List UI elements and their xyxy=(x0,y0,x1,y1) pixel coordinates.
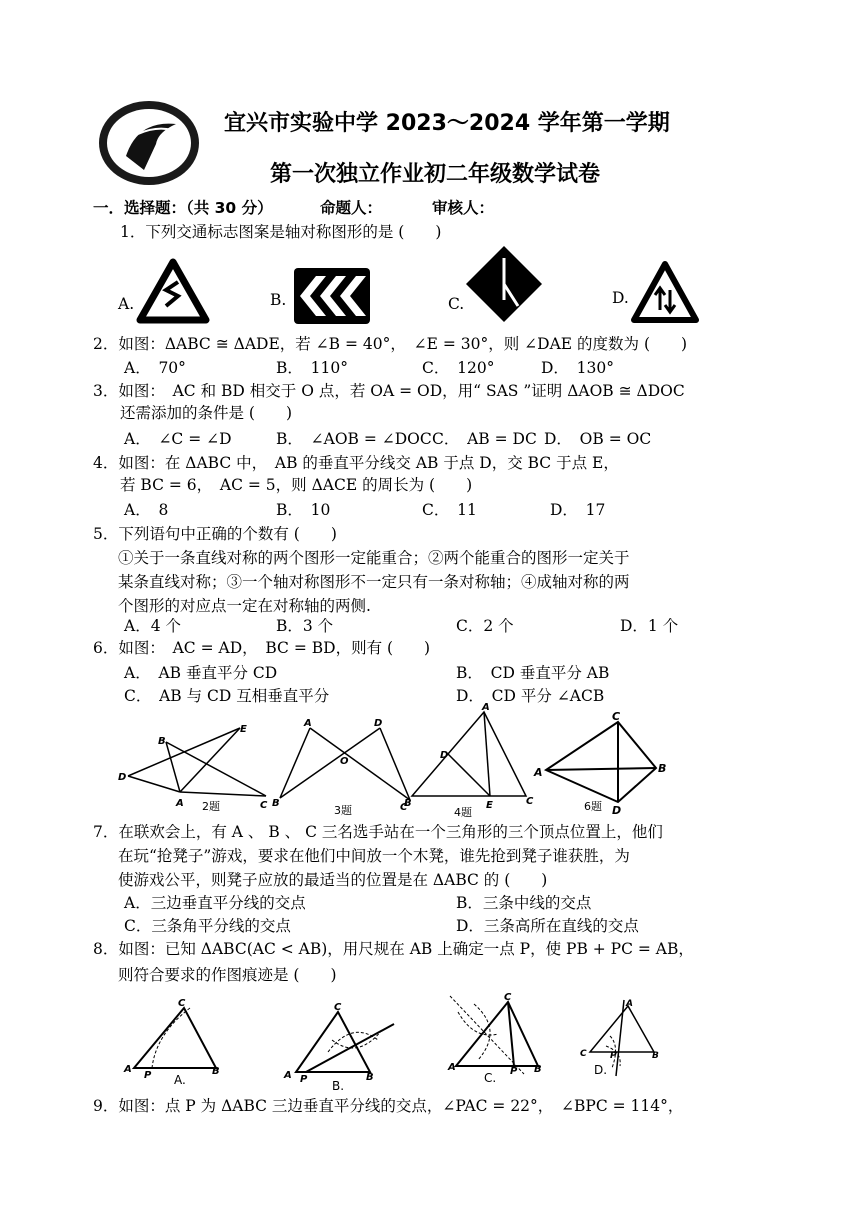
sign-b-icon xyxy=(292,266,372,326)
q5-option-b: B．3 个 xyxy=(276,617,334,635)
q8-line1: 8．如图：已知 ΔABC(AC < AB)，用尺规在 AB 上确定一点 P，使 PB + PC = AB， xyxy=(93,940,694,958)
q6-option-d: D． CD 平分 ∠ACB xyxy=(456,687,605,705)
svg-text:P: P xyxy=(610,1051,617,1061)
q7-line2: 在玩“抢凳子”游戏，要求在他们中间放一个木凳，谁先抢到凳子谁获胜，为 xyxy=(118,847,630,865)
svg-text:A: A xyxy=(482,702,490,713)
q5-line1: ①关于一条直线对称的两个图形一定能重合；②两个能重合的图形一定关于 xyxy=(118,549,630,567)
figure-q2 xyxy=(118,712,278,816)
q6-option-c: C． AB 与 CD 互相垂直平分 xyxy=(124,687,330,705)
svg-text:B: B xyxy=(212,1066,220,1077)
q3-stem-line1: 3．如图： AC 和 BD 相交于 O 点，若 OA = OD，用“ SAS ”证明 ΔAOB ≅ ΔDOC xyxy=(93,382,685,400)
q2-option-d: D． 130° xyxy=(541,359,615,377)
svg-text:A: A xyxy=(284,1070,292,1081)
svg-text:O: O xyxy=(340,756,349,767)
svg-text:C: C xyxy=(612,710,621,723)
sign-c-icon xyxy=(464,244,544,324)
svg-text:D: D xyxy=(374,718,383,729)
q1-label-c: C. xyxy=(448,295,465,313)
svg-text:D: D xyxy=(612,804,622,816)
svg-text:A: A xyxy=(534,766,543,779)
svg-text:B: B xyxy=(366,1072,374,1083)
svg-text:A: A xyxy=(176,798,184,809)
q5-stem: 5．下列语句中正确的个数有 ( ) xyxy=(93,525,337,543)
q3-option-d: D． OB = OC xyxy=(544,430,652,448)
figure-q8-a xyxy=(120,994,230,1090)
q3-stem-line2: 还需添加的条件是 ( ) xyxy=(120,404,293,422)
svg-text:B: B xyxy=(272,798,280,809)
sign-d-icon xyxy=(630,260,700,324)
q4-option-b: B． 10 xyxy=(276,501,331,519)
svg-text:C: C xyxy=(178,998,186,1009)
section1-heading: 一．选择题：（共 30 分） xyxy=(93,199,273,217)
q7-option-a: A．三边垂直平分线的交点 xyxy=(124,894,306,912)
svg-text:B: B xyxy=(158,736,166,747)
q3-option-b: B． ∠AOB = ∠DOC xyxy=(276,430,432,448)
q6-stem: 6．如图： AC = AD， BC = BD，则有 ( ) xyxy=(93,639,431,657)
q9-line1: 9．如图：点 P 为 ΔABC 三边垂直平分线的交点，∠PAC = 22°， ∠BPC = 114°， xyxy=(93,1097,684,1115)
svg-text:E: E xyxy=(240,724,247,735)
figure-q8-d-label: D. xyxy=(594,1063,608,1077)
figure-q4-caption: 4题 xyxy=(454,806,472,819)
svg-text:D: D xyxy=(440,750,449,761)
title-line2: 第一次独立作业初二年级数学试卷 xyxy=(270,162,601,187)
figure-q8-a-label: A. xyxy=(174,1073,186,1087)
figure-q6 xyxy=(532,706,682,816)
q4-stem-line1: 4．如图：在 ΔABC 中， AB 的垂直平分线交 AB 于点 D，交 BC 于点 E， xyxy=(93,454,619,472)
figure-q8-c-label: C. xyxy=(484,1071,497,1085)
q1-label-a: A. xyxy=(118,295,135,313)
q4-option-d: D． 17 xyxy=(550,501,606,519)
reviewer-label: 审核人： xyxy=(432,199,495,217)
q5-line2: 某条直线对称；③一个轴对称图形不一定只有一条对称轴；④成轴对称的两 xyxy=(118,573,630,591)
svg-text:A: A xyxy=(304,718,312,729)
q1-label-d: D. xyxy=(612,289,629,307)
figure-q8-b-label: B. xyxy=(332,1079,345,1093)
q2-option-c: C． 120° xyxy=(422,359,495,377)
q4-option-a: A． 8 xyxy=(124,501,169,519)
q5-option-a: A．4 个 xyxy=(124,617,181,635)
svg-text:C: C xyxy=(526,796,534,807)
q2-stem: 2．如图：ΔABC ≅ ΔADE，若 ∠B = 40°， ∠E = 30°，则 ∠DAE 的度数为 ( ) xyxy=(93,335,688,353)
svg-text:A: A xyxy=(448,1062,456,1073)
svg-text:B: B xyxy=(652,1051,659,1061)
figure-q8-c xyxy=(444,990,554,1086)
svg-text:D: D xyxy=(118,772,127,783)
svg-text:A: A xyxy=(626,999,633,1009)
q5-option-c: C．2 个 xyxy=(456,617,514,635)
svg-text:B: B xyxy=(534,1064,542,1075)
q4-stem-line2: 若 BC = 6， AC = 5，则 ΔACE 的周长为 ( ) xyxy=(120,476,473,494)
q2-option-b: B． 110° xyxy=(276,359,348,377)
q5-option-d: D．1 个 xyxy=(620,617,679,635)
svg-text:A: A xyxy=(124,1064,132,1075)
q8-line2: 则符合要求的作图痕迹是 ( ) xyxy=(118,966,337,984)
svg-text:C: C xyxy=(400,802,408,813)
author-label: 命题人： xyxy=(320,199,383,217)
svg-text:C: C xyxy=(580,1049,587,1059)
school-logo xyxy=(98,100,202,186)
svg-text:C: C xyxy=(260,800,268,811)
q1-stem: 1．下列交通标志图案是轴对称图形的是 ( ) xyxy=(120,223,442,241)
q1-label-b: B. xyxy=(270,291,287,309)
svg-text:B: B xyxy=(658,762,667,775)
q7-option-c: C．三条角平分线的交点 xyxy=(124,917,291,935)
svg-text:C: C xyxy=(334,1002,342,1013)
svg-text:B: B xyxy=(404,798,412,809)
q7-line1: 7．在联欢会上，有 A 、 B 、 C 三名选手站在一个三角形的三个顶点位置上，他们 xyxy=(93,823,663,841)
sign-a-icon xyxy=(136,258,210,324)
figure-q2-caption: 2题 xyxy=(202,800,220,813)
svg-text:C: C xyxy=(504,992,512,1003)
figure-q6-caption: 6题 xyxy=(584,800,602,813)
svg-text:P: P xyxy=(300,1074,308,1085)
figure-q8-d xyxy=(576,996,666,1080)
q7-line3: 使游戏公平，则凳子应放的最适当的位置是在 ΔABC 的 ( ) xyxy=(118,871,548,889)
q3-option-a: A． ∠C = ∠D xyxy=(124,430,232,448)
svg-text:P: P xyxy=(144,1070,152,1081)
svg-text:E: E xyxy=(486,800,493,811)
q2-option-a: A． 70° xyxy=(124,359,186,377)
figure-q3 xyxy=(270,712,420,816)
q4-option-c: C． 11 xyxy=(422,501,477,519)
q3-option-c: C． AB = DC xyxy=(432,430,537,448)
figure-q3-caption: 3题 xyxy=(334,804,352,816)
figure-q8-b xyxy=(282,1000,402,1094)
q5-line3: 个图形的对应点一定在对称轴的两侧. xyxy=(118,597,371,615)
q7-option-b: B．三条中线的交点 xyxy=(456,894,592,912)
title-line1: 宜兴市实验中学 2023～2024 学年第一学期 xyxy=(224,111,670,136)
q7-option-d: D．三条高所在直线的交点 xyxy=(456,917,639,935)
figure-q4 xyxy=(402,700,542,820)
q6-option-b: B． CD 垂直平分 AB xyxy=(456,664,610,682)
q6-option-a: A． AB 垂直平分 CD xyxy=(124,664,278,682)
svg-text:P: P xyxy=(510,1066,518,1077)
